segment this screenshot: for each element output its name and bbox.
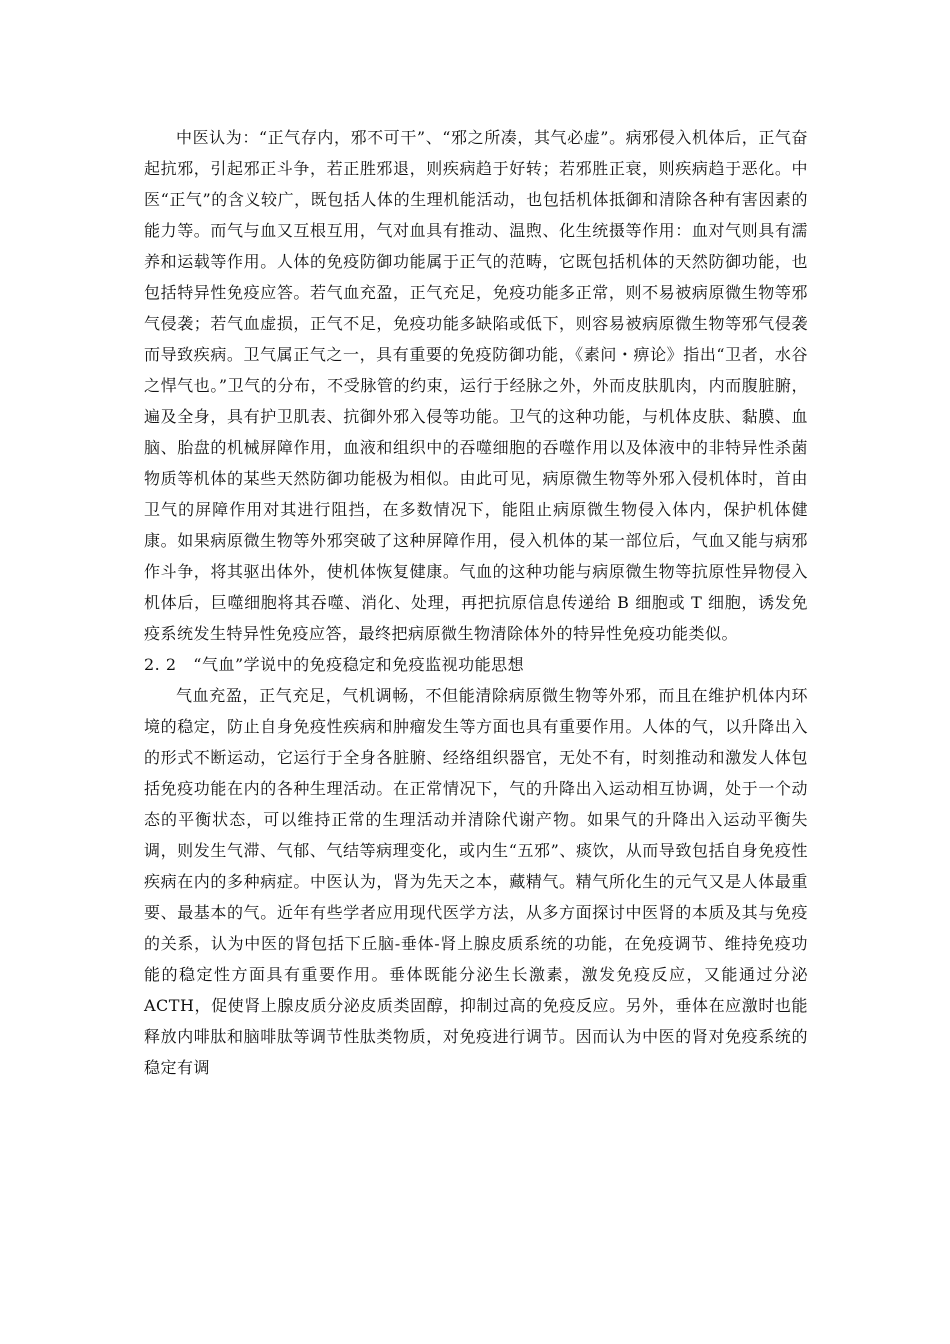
section-heading: 2. 2 “气血”学说中的免疫稳定和免疫监视功能思想 bbox=[144, 655, 525, 674]
body-paragraph-1: 中医认为：“正气存内，邪不可干”、“邪之所凑，其气必虚”。病邪侵入机体后，正气奋起抗邪，引起邪正斗争，若正胜邪退，则疾病趋于好转；若邪胜正衰，则疾病趋于恶化。中医“正气”的含义较广，既包括人体的生理机能活动，也包括机体抵御和清除各种有害因素的能力等。而气与血又互根互用，气对血具有推动、温煦、化生统摄等作用：血对气则具有濡养和运载等作用。人体的免疫防御功能属于正气的范畴，它既包括机体的天然防御功能，也包括特异性免疫应答。若气血充盈，正气充足，免疫功能多正常，则不易被病原微生物等邪气侵袭；若气血虚损，正气不足，免疫功能多缺陷或低下，则容易被病原微生物等邪气侵袭而导致疾病。卫气属正气之一，具有重要的免疫防御功能，《素问・痹论》指出“卫者，水谷之悍气也。”卫气的分布，不受脉管的约束，运行于经脉之外，外而皮肤肌肉，内而腹脏腑，遍及全身，具有护卫肌表、抗御外邪入侵等功能。卫气的这种功能，与机体皮肤、黏膜、血脑、胎盘的机械屏障作用，血液和组织中的吞噬细胞的吞噬作用以及体液中的非特异性杀菌物质等机体的某些天然防御功能极为相似。由此可见，病原微生物等外邪入侵机体时，首由卫气的屏障作用对其进行阻挡，在多数情况下，能阻止病原微生物侵入体内，保护机体健康。如果病原微生物等外邪突破了这种屏障作用，侵入机体的某一部位后，气血又能与病邪作斗争，将其驱出体外，使机体恢复健康。气血的这种功能与病原微生物等抗原性异物侵入机体后，巨噬细胞将其吞噬、消化、处理，再把抗原信息传递给 B 细胞或 T 细胞，诱发免疫系统发生特异性免疫应答，最终把病原微生物清除体外的特异性免疫功能类似。 bbox=[144, 128, 808, 643]
document-body bbox=[144, 122, 808, 1083]
body-paragraph-2: 气血充盈，正气充足，气机调畅，不但能清除病原微生物等外邪，而且在维护机体内环境的稳定，防止自身免疫性疾病和肿瘤发生等方面也具有重要作用。人体的气，以升降出入的形式不断运动，它运行于全身各脏腑、经络组织器官，无处不有，时刻推动和激发人体包括免疫功能在内的各种生理活动。在正常情况下，气的升降出入运动相互协调，处于一个动态的平衡状态，可以维持正常的生理活动并清除代谢产物。如果气的升降出入运动平衡失调，则发生气滞、气郁、气结等病理变化，或内生“五邪”、痰饮，从而导致包括自身免疫性疾病在内的多种病症。中医认为，肾为先天之本，藏精气。精气所化生的元气又是人体最重要、最基本的气。近年有些学者应用现代医学方法，从多方面探讨中医肾的本质及其与免疫的关系，认为中医的肾包括下丘脑-垂体-肾上腺皮质系统的功能，在免疫调节、维持免疫功能的稳定性方面具有重要作用。垂体既能分泌生长激素，激发免疫反应，又能通过分泌 ACTH，促使肾上腺皮质分泌皮质类固醇，抑制过高的免疫反应。另外，垂体在应激时也能释放内啡肽和脑啡肽等调节性肽类物质，对免疫进行调节。因而认为中医的肾对免疫系统的稳定有调 bbox=[144, 686, 808, 1077]
